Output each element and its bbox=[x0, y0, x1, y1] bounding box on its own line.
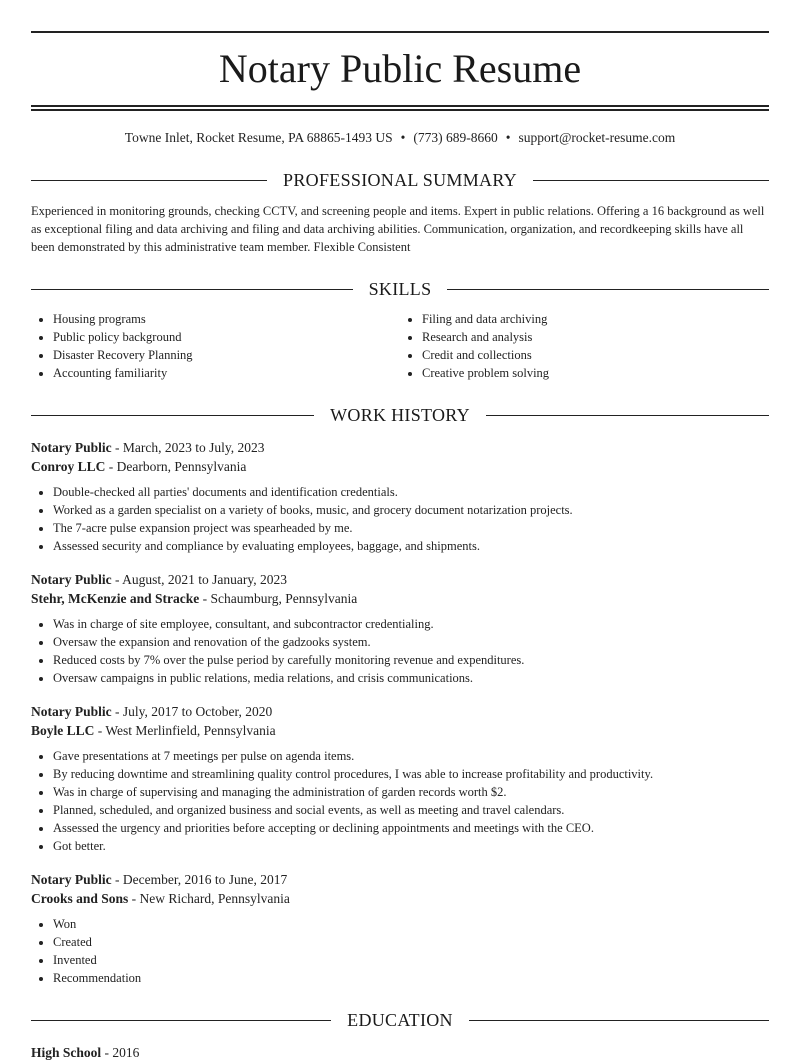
job-title-line bbox=[31, 438, 769, 457]
section-title: WORK HISTORY bbox=[330, 405, 470, 425]
job-company: Boyle LLC bbox=[31, 723, 95, 738]
job-dates: - August, 2021 to January, 2023 bbox=[111, 572, 287, 587]
section-title: SKILLS bbox=[368, 279, 432, 299]
job-location: - Schaumburg, Pennsylvania bbox=[199, 591, 358, 606]
job-company: Crooks and Sons bbox=[31, 891, 129, 906]
job-bullet: • Oversaw campaigns in public relations, media relations, and crisis communications. bbox=[53, 669, 769, 687]
resume-page bbox=[31, 0, 769, 1062]
section-rule bbox=[31, 289, 353, 290]
job-dates: - December, 2016 to June, 2017 bbox=[111, 872, 288, 887]
job-company: Conroy LLC bbox=[31, 459, 106, 474]
job-bullet: • Created bbox=[53, 933, 769, 951]
job-bullet: • Was in charge of supervising and managing the administration of garden records worth $2. bbox=[53, 783, 769, 801]
job-bullet: • Got better. bbox=[53, 837, 769, 855]
job-company-line bbox=[31, 721, 769, 740]
job-bullets bbox=[31, 483, 769, 555]
job-bullet: • Won bbox=[53, 915, 769, 933]
skill-item: • Disaster Recovery Planning bbox=[53, 346, 400, 364]
job-company-line bbox=[31, 457, 769, 476]
job-bullet: • Planned, scheduled, and organized business and social events, as well as meeting and travel calendars. bbox=[53, 801, 769, 819]
section-rule bbox=[469, 1020, 769, 1021]
page-title: Notary Public Resume bbox=[218, 46, 582, 91]
section-header-education bbox=[31, 1009, 769, 1031]
contact-separator: • bbox=[400, 130, 406, 145]
section-rule bbox=[31, 1020, 331, 1021]
contact-email: support@rocket-resume.com bbox=[518, 130, 676, 145]
job-bullet: • Oversaw the expansion and renovation of the gadzooks system. bbox=[53, 633, 769, 651]
job-bullet: • Was in charge of site employee, consultant, and subcontractor credentialing. bbox=[53, 615, 769, 633]
section-header-skills bbox=[31, 278, 769, 300]
section-title: EDUCATION bbox=[347, 1010, 453, 1030]
job-bullet: • Worked as a garden specialist on a variety of books, music, and grocery document notarization projects. bbox=[53, 501, 769, 519]
job-bullet: • Invented bbox=[53, 951, 769, 969]
section-header-work bbox=[31, 404, 769, 426]
skill-item: • Housing programs bbox=[53, 310, 400, 328]
job-bullet: • By reducing downtime and streamlining quality control procedures, I was able to increase profitability and productivity. bbox=[53, 765, 769, 783]
skills-column-right bbox=[400, 310, 769, 382]
job-bullets bbox=[31, 747, 769, 855]
job-title-line bbox=[31, 702, 769, 721]
section-rule bbox=[486, 415, 769, 416]
job-entry bbox=[31, 438, 769, 555]
job-bullet: • The 7-acre pulse expansion project was spearheaded by me. bbox=[53, 519, 769, 537]
education-degree: High School bbox=[31, 1045, 102, 1060]
job-entry bbox=[31, 702, 769, 855]
job-bullet: • Reduced costs by 7% over the pulse period by carefully monitoring revenue and expenditures. bbox=[53, 651, 769, 669]
summary-text: Experienced in monitoring grounds, checking CCTV, and screening people and items. Expert in public relations. Offering a 16 background as well as exceptional filing and data archiving and filing and data archiving abilities. Communication, organization, and recordkeeping skills have all been demonstrated by this administrative team member. Flexible Consistent bbox=[31, 204, 765, 254]
job-dates: - March, 2023 to July, 2023 bbox=[111, 440, 265, 455]
skill-item: • Credit and collections bbox=[422, 346, 769, 364]
contact-address: Towne Inlet, Rocket Resume, PA 68865-1493 US bbox=[124, 130, 393, 145]
job-location: - West Merlinfield, Pennsylvania bbox=[94, 723, 276, 738]
section-title: PROFESSIONAL SUMMARY bbox=[283, 170, 517, 190]
job-bullets bbox=[31, 915, 769, 987]
job-dates: - July, 2017 to October, 2020 bbox=[111, 704, 273, 719]
section-rule bbox=[447, 289, 769, 290]
section-header-summary bbox=[31, 169, 769, 191]
skill-item: • Research and analysis bbox=[422, 328, 769, 346]
job-company-line bbox=[31, 889, 769, 908]
job-title: Notary Public bbox=[31, 872, 112, 887]
education-entry bbox=[31, 1043, 769, 1062]
job-bullet: • Assessed the urgency and priorities before accepting or declining appointments and meetings with the CEO. bbox=[53, 819, 769, 837]
job-bullet: • Double-checked all parties' documents and identification credentials. bbox=[53, 483, 769, 501]
skill-item: • Filing and data archiving bbox=[422, 310, 769, 328]
job-company: Stehr, McKenzie and Stracke bbox=[31, 591, 200, 606]
job-entry bbox=[31, 570, 769, 687]
job-bullets bbox=[31, 615, 769, 687]
skill-item: • Public policy background bbox=[53, 328, 400, 346]
job-company-line bbox=[31, 589, 769, 608]
job-location: - Dearborn, Pennsylvania bbox=[105, 459, 247, 474]
job-title: Notary Public bbox=[31, 572, 112, 587]
top-rule bbox=[31, 31, 769, 33]
section-rule bbox=[31, 415, 314, 416]
job-bullet: • Assessed security and compliance by evaluating employees, baggage, and shipments. bbox=[53, 537, 769, 555]
skills-list bbox=[31, 310, 769, 382]
title-double-rule bbox=[31, 105, 769, 111]
contact-separator: • bbox=[505, 130, 511, 145]
contact-line bbox=[31, 129, 769, 147]
skill-item: • Creative problem solving bbox=[422, 364, 769, 382]
job-title: Notary Public bbox=[31, 440, 112, 455]
job-title-line bbox=[31, 870, 769, 889]
job-title-line bbox=[31, 570, 769, 589]
job-title: Notary Public bbox=[31, 704, 112, 719]
skill-item: • Accounting familiarity bbox=[53, 364, 400, 382]
section-rule bbox=[533, 180, 769, 181]
contact-phone: (773) 689-8660 bbox=[413, 130, 498, 145]
job-bullet: • Recommendation bbox=[53, 969, 769, 987]
job-bullet: • Gave presentations at 7 meetings per pulse on agenda items. bbox=[53, 747, 769, 765]
skills-column-left bbox=[31, 310, 400, 382]
education-year: - 2016 bbox=[101, 1045, 140, 1060]
job-entry bbox=[31, 870, 769, 987]
section-rule bbox=[31, 180, 267, 181]
job-location: - New Richard, Pennsylvania bbox=[128, 891, 290, 906]
